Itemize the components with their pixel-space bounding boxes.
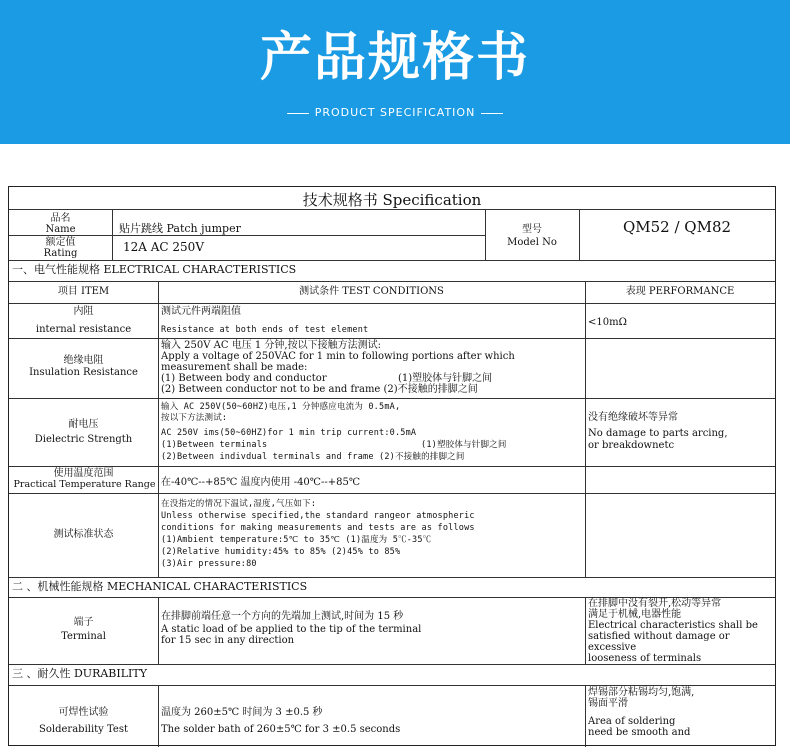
term-perf-6: looseness of terminals <box>588 653 702 664</box>
term-test-2: A static load of be applied to the tip of the terminal <box>161 624 422 635</box>
name-value: 贴片跳线 Patch jumper <box>119 222 241 235</box>
rule <box>158 597 159 664</box>
rating-value: 12A AC 250V <box>123 240 204 254</box>
rule <box>585 281 586 577</box>
ins-test-4b: (1)塑胶体与针脚之间 <box>398 373 493 384</box>
term-cn: 端子 <box>73 617 94 628</box>
dash-left <box>287 113 309 114</box>
spec-title: 技术规格书 Specification <box>302 191 482 209</box>
rule <box>9 303 775 304</box>
temp-en: Practical Temperature Range <box>13 479 156 490</box>
rule <box>9 338 775 339</box>
section-electrical: 一、电气性能规格 ELECTRICAL CHARACTERISTICS <box>12 263 297 276</box>
term-test-1: 在排脚前端任意一个方向的先端加上测试,时间为 15 秒 <box>161 611 404 622</box>
rule <box>585 597 586 664</box>
std-test-3: conditions for making measurements and tests are as follows <box>161 523 475 533</box>
rule <box>112 209 113 260</box>
std-cn: 测试标准状态 <box>53 529 114 540</box>
sold-cn: 可焊性试验 <box>58 707 109 718</box>
temp-test: 在-40℃--+85℃ 温度内使用 -40℃--+85℃ <box>161 477 361 488</box>
diel-test-5: (2)Between indivdual terminals and frame (2)不接触的排脚之间 <box>161 452 465 462</box>
name-label-cn: 品名 <box>50 213 71 224</box>
col-performance: 表现 PERFORMANCE <box>625 286 735 297</box>
ins-test-1: 输入 250V AC 电压 1 分钟,按以下接触方法测试: <box>161 340 381 351</box>
rule <box>9 281 775 282</box>
temp-cn: 使用温度范围 <box>53 468 114 479</box>
sold-test-1: 温度为 260±5℃ 时间为 3 ±0.5 秒 <box>161 707 323 718</box>
ins-cn: 绝缘电阻 <box>63 355 104 366</box>
ir-cn: 内阻 <box>73 306 94 317</box>
rule <box>9 685 775 686</box>
name-label-en: Name <box>45 224 76 235</box>
sold-perf-4: need be smooth and <box>588 727 691 738</box>
std-test-2: Unless otherwise specified,the standard rangeor atmospheric <box>161 511 475 521</box>
std-test-5: (2)Relative humidity:45% to 85% (2)45% to 85% <box>161 547 401 557</box>
model-label-cn: 型号 <box>522 224 542 235</box>
banner-title: 产品规格书 <box>259 28 530 88</box>
diel-perf-2: No damage to parts arcing, <box>588 428 728 439</box>
sold-perf-1: 焊锡部分粘锡均匀,饱满, <box>588 687 695 698</box>
rating-label-cn: 额定值 <box>45 237 76 248</box>
ins-test-4a: (1) Between body and conductor <box>161 373 327 384</box>
diel-perf-3: or breakdownetc <box>588 440 675 451</box>
ins-en: Insulation Resistance <box>29 367 138 378</box>
term-perf-2: 满足于机械,电器性能 <box>588 609 682 620</box>
sold-perf-2: 锡面平滑 <box>588 698 628 709</box>
term-test-3: for 15 sec in any direction <box>161 635 295 646</box>
rule <box>585 685 586 747</box>
diel-cn: 耐电压 <box>68 419 99 430</box>
header-banner <box>0 0 790 144</box>
col-item: 项目 ITEM <box>57 286 110 297</box>
rule <box>9 466 775 467</box>
ins-test-5: (2) Between conductor not to be and frame (2)不接触的排脚之间 <box>161 384 478 395</box>
section-mechanical: 二 、机械性能规格 MECHANICAL CHARACTERISTICS <box>12 580 308 593</box>
rule <box>9 209 775 210</box>
term-perf-1: 在排脚中没有裂开,松动等异常 <box>588 598 722 609</box>
ir-en: internal resistance <box>35 324 132 335</box>
sold-test-2: The solder bath of 260±5℃ for 3 ±0.5 seconds <box>161 724 401 735</box>
ins-test-3: measurement shall be made: <box>161 362 308 373</box>
rule <box>9 398 775 399</box>
banner-subtitle-text: PRODUCT SPECIFICATION <box>314 106 476 119</box>
rating-label-en: Rating <box>43 248 78 259</box>
section-durability: 三 、耐久性 DURABILITY <box>12 667 147 680</box>
diel-en: Dielectric Strength <box>34 434 133 445</box>
diel-test-1: 输入 AC 250V(50~60HZ)电压,1 分钟感应电流为 0.5mA, <box>161 402 401 412</box>
std-test-6: (3)Air pressure:80 <box>161 559 257 569</box>
diel-test-3: AC 250V ims(50~60HZ)for 1 min trip current:0.5mA <box>161 428 417 438</box>
std-test-1: 在没指定的情况下温试,湿度,气压如下: <box>161 499 317 509</box>
banner-subtitle <box>0 106 790 119</box>
sold-en: Solderability Test <box>39 724 128 735</box>
model-value: QM52 / QM82 <box>622 218 732 236</box>
term-perf-5: excessive <box>588 642 637 653</box>
term-en: Terminal <box>61 631 106 642</box>
diel-test-2: 按以下方法测试: <box>161 413 228 423</box>
term-perf-4: satisfied without damage or <box>588 631 730 642</box>
diel-perf-1: 没有绝缘破坏等异常 <box>588 412 678 423</box>
rule <box>9 493 775 494</box>
dash-right <box>481 113 503 114</box>
rule <box>9 577 775 578</box>
rule <box>9 260 775 261</box>
rule <box>158 281 159 577</box>
col-test-conditions: 测试条件 TEST CONDITIONS <box>299 286 444 297</box>
sold-perf-3: Area of soldering <box>588 716 676 727</box>
ins-test-2: Apply a voltage of 250VAC for 1 min to following portions after which <box>161 351 515 362</box>
rule <box>158 685 159 747</box>
diel-test-4b: (1)塑胶体与针脚之间 <box>421 440 507 450</box>
term-perf-3: Electrical characteristics shall be <box>588 620 758 631</box>
ir-perf: <10mΩ <box>588 317 627 328</box>
ir-test-2: Resistance at both ends of test element <box>161 325 369 335</box>
ir-test-1: 测试元件两端阻值 <box>161 306 241 317</box>
std-test-4: (1)Ambient temperature:5℃ to 35℃ (1)温度为 5℃-35℃ <box>161 535 432 545</box>
specification-table <box>8 186 776 746</box>
diel-test-4a: (1)Between terminals <box>161 440 268 450</box>
model-label-en: Model No <box>507 237 557 248</box>
